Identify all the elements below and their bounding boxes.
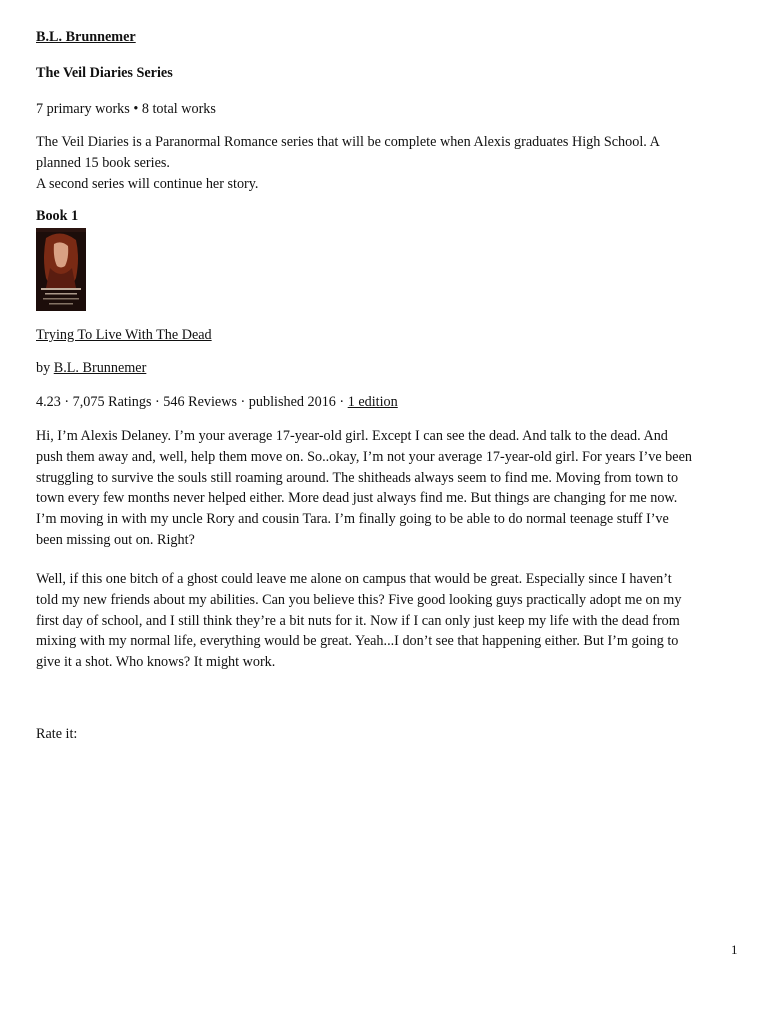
series-title: The Veil Diaries Series	[36, 65, 173, 81]
book-author-link[interactable]: B.L. Brunnemer	[53, 360, 147, 376]
synopsis-paragraph-1	[36, 426, 736, 551]
synopsis-line: give it a shot. Who knows? It might work.	[36, 654, 276, 671]
description-line: The Veil Diaries is a Paranormal Romance series that will be complete when Alexis graduates High School. A	[36, 134, 660, 150]
synopsis-line: push them away and, well, help them move on. So..okay, I’m not your average 17-year-old girl. For years I’ve been	[36, 448, 692, 465]
author-heading-link[interactable]: B.L. Brunnemer	[36, 29, 136, 45]
book-title[interactable]	[36, 325, 212, 346]
series-description	[36, 132, 736, 194]
book-cover-art	[36, 228, 86, 311]
book-stats-text: 4.23 · 7,075 Ratings · 546 Reviews · published 2016 ·	[36, 394, 348, 410]
synopsis-line: mixing with my normal life, everything would be great. Yeah...I don’t see that happening either. But I’m going to	[36, 633, 679, 650]
editions-link[interactable]: 1 edition	[347, 394, 398, 410]
synopsis-line: I’m moving in with my uncle Rory and cousin Tara. I’m finally going to be able to do normal teenage stuff I’ve	[36, 511, 669, 528]
synopsis-line: town every few months never helped either. More dead just always find me. But things are changing for me now.	[36, 490, 678, 507]
book-stats	[36, 392, 398, 413]
book-cover-image[interactable]	[36, 228, 86, 311]
works-count: 7 primary works • 8 total works	[36, 101, 216, 117]
synopsis-line: struggling to survive the souls still roaming around. The shitheads always seem to find me. Moving from town to	[36, 469, 679, 486]
synopsis-line: first day of school, and I still think they’re a bit nuts for it. Now if I can only just keep my life with the dead from	[36, 612, 680, 629]
page-number: 1	[731, 942, 738, 957]
synopsis-line: told my new friends about my abilities. Can you believe this? Five good looking guys practically adopt me on my	[36, 591, 682, 608]
rate-label: Rate it:	[36, 726, 78, 742]
book-label: Book 1	[36, 208, 79, 224]
synopsis-paragraph-2	[36, 569, 736, 673]
synopsis-line: been missing out on. Right?	[36, 531, 195, 548]
synopsis-line: Well, if this one bitch of a ghost could leave me alone on campus that would be great. Especially since I haven’t	[36, 571, 672, 587]
author-heading[interactable]	[36, 27, 136, 48]
book-title-link[interactable]: Trying To Live With The Dead	[36, 327, 212, 343]
description-line: A second series will continue her story.	[36, 175, 259, 192]
description-line: planned 15 book series.	[36, 154, 170, 171]
by-prefix: by	[36, 360, 54, 376]
book-byline	[36, 358, 146, 379]
synopsis-line: Hi, I’m Alexis Delaney. I’m your average 17-year-old girl. Except I can see the dead. And talk to the dead. And	[36, 428, 668, 444]
